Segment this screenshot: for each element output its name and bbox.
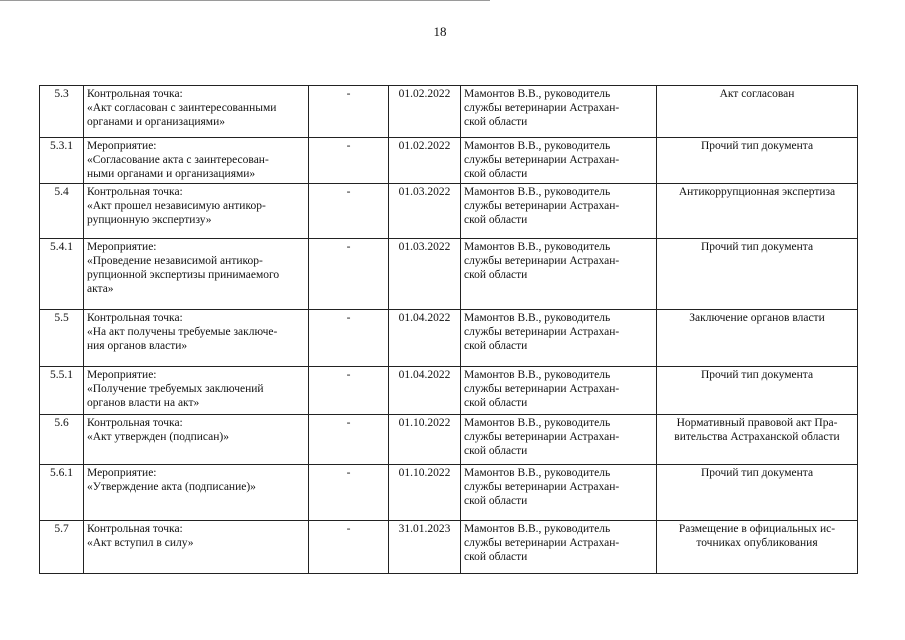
responsible-line: Мамонтов В.В., руководитель bbox=[464, 241, 611, 253]
responsible-cell bbox=[461, 138, 657, 184]
end-date-cell bbox=[389, 184, 461, 239]
document-type-cell bbox=[657, 86, 858, 138]
description-line: Мероприятие: bbox=[87, 467, 157, 479]
end-date-cell bbox=[389, 239, 461, 310]
description-cell bbox=[84, 521, 309, 574]
start-date-dash: - bbox=[346, 241, 351, 253]
item-number: 5.5 bbox=[54, 312, 69, 324]
responsible-line: ской области bbox=[464, 397, 528, 409]
document-type-line: Антикоррупционная экспертиза bbox=[678, 186, 836, 198]
description-line: «Акт согласован с заинтересованными bbox=[87, 102, 277, 114]
start-date-cell bbox=[309, 138, 389, 184]
description-line: ными органами и организациями» bbox=[87, 168, 256, 180]
document-type-line: Нормативный правовой акт Пра- bbox=[676, 417, 838, 429]
responsible-cell bbox=[461, 86, 657, 138]
table-row bbox=[40, 86, 858, 138]
table-row bbox=[40, 367, 858, 415]
description-cell bbox=[84, 367, 309, 415]
document-type-cell bbox=[657, 138, 858, 184]
responsible-line: Мамонтов В.В., руководитель bbox=[464, 467, 611, 479]
description-line: Контрольная точка: bbox=[87, 417, 183, 429]
page-number: 18 bbox=[433, 24, 447, 39]
document-type-cell bbox=[657, 367, 858, 415]
responsible-cell bbox=[461, 184, 657, 239]
description-line: акта» bbox=[87, 283, 114, 295]
responsible-cell bbox=[461, 239, 657, 310]
document-type-cell bbox=[657, 521, 858, 574]
plan-table bbox=[39, 85, 858, 574]
description-line: органами и организациями» bbox=[87, 116, 225, 128]
description-line: рупционной экспертизы принимаемого bbox=[87, 269, 280, 281]
item-number: 5.7 bbox=[54, 523, 69, 535]
document-type-cell bbox=[657, 465, 858, 521]
table-row bbox=[40, 521, 858, 574]
responsible-line: службы ветеринарии Астрахан- bbox=[464, 431, 620, 443]
description-line: «Проведение независимой антикор- bbox=[87, 255, 263, 267]
table-row bbox=[40, 465, 858, 521]
item-number-cell bbox=[40, 86, 84, 138]
description-cell bbox=[84, 239, 309, 310]
plan-table-body bbox=[40, 86, 858, 574]
end-date: 01.10.2022 bbox=[398, 467, 451, 479]
document-type-cell bbox=[657, 310, 858, 367]
end-date: 01.03.2022 bbox=[398, 241, 451, 253]
description-line: Мероприятие: bbox=[87, 241, 157, 253]
responsible-line: ской области bbox=[464, 551, 528, 563]
end-date-cell bbox=[389, 310, 461, 367]
document-type-line: точниках опубликования bbox=[696, 537, 818, 549]
description-cell bbox=[84, 415, 309, 465]
start-date-cell bbox=[309, 239, 389, 310]
responsible-cell bbox=[461, 310, 657, 367]
start-date-dash: - bbox=[346, 140, 351, 152]
responsible-line: ской области bbox=[464, 340, 528, 352]
description-line: Контрольная точка: bbox=[87, 186, 183, 198]
item-number-cell bbox=[40, 415, 84, 465]
responsible-line: ской области bbox=[464, 495, 528, 507]
responsible-line: ской области bbox=[464, 168, 528, 180]
item-number: 5.5.1 bbox=[50, 369, 73, 381]
start-date-dash: - bbox=[346, 417, 351, 429]
description-line: Мероприятие: bbox=[87, 369, 157, 381]
item-number: 5.4 bbox=[54, 186, 69, 198]
end-date-cell bbox=[389, 415, 461, 465]
description-line: «Согласование акта с заинтересован- bbox=[87, 154, 269, 166]
responsible-cell bbox=[461, 521, 657, 574]
item-number-cell bbox=[40, 184, 84, 239]
responsible-line: Мамонтов В.В., руководитель bbox=[464, 312, 611, 324]
responsible-line: Мамонтов В.В., руководитель bbox=[464, 186, 611, 198]
start-date-cell bbox=[309, 521, 389, 574]
item-number-cell bbox=[40, 239, 84, 310]
end-date: 01.04.2022 bbox=[398, 312, 451, 324]
end-date: 01.10.2022 bbox=[398, 417, 451, 429]
item-number: 5.3.1 bbox=[50, 140, 73, 152]
start-date-dash: - bbox=[346, 369, 351, 381]
responsible-line: службы ветеринарии Астрахан- bbox=[464, 537, 620, 549]
document-type-cell bbox=[657, 184, 858, 239]
end-date-cell bbox=[389, 138, 461, 184]
end-date: 01.02.2022 bbox=[398, 140, 451, 152]
document-type-line: Размещение в официальных ис- bbox=[678, 523, 836, 535]
end-date-cell bbox=[389, 521, 461, 574]
item-number-cell bbox=[40, 521, 84, 574]
description-line: ния органов власти» bbox=[87, 340, 188, 352]
item-number: 5.3 bbox=[54, 88, 69, 100]
description-cell bbox=[84, 184, 309, 239]
description-line: Контрольная точка: bbox=[87, 523, 183, 535]
description-line: «Получение требуемых заключений bbox=[87, 383, 264, 395]
table-row bbox=[40, 415, 858, 465]
description-line: Контрольная точка: bbox=[87, 312, 183, 324]
description-cell bbox=[84, 86, 309, 138]
start-date-dash: - bbox=[346, 523, 351, 535]
document-type-line: Прочий тип документа bbox=[700, 241, 814, 253]
responsible-cell bbox=[461, 465, 657, 521]
item-number-cell bbox=[40, 465, 84, 521]
responsible-line: Мамонтов В.В., руководитель bbox=[464, 88, 611, 100]
item-number: 5.6 bbox=[54, 417, 69, 429]
document-type-line: Прочий тип документа bbox=[700, 467, 814, 479]
end-date: 01.02.2022 bbox=[398, 88, 451, 100]
description-line: органов власти на акт» bbox=[87, 397, 200, 409]
responsible-line: ской области bbox=[464, 116, 528, 128]
description-line: «На акт получены требуемые заключе- bbox=[87, 326, 278, 338]
description-cell bbox=[84, 138, 309, 184]
description-line: Мероприятие: bbox=[87, 140, 157, 152]
start-date-dash: - bbox=[346, 312, 351, 324]
document-type-line: Заключение органов власти bbox=[689, 312, 825, 324]
responsible-line: Мамонтов В.В., руководитель bbox=[464, 523, 611, 535]
description-line: «Акт прошел независимую антикор- bbox=[87, 200, 266, 212]
responsible-line: службы ветеринарии Астрахан- bbox=[464, 200, 620, 212]
document-type-line: вительства Астраханской области bbox=[674, 431, 840, 443]
end-date: 01.04.2022 bbox=[398, 369, 451, 381]
responsible-cell bbox=[461, 367, 657, 415]
description-line: «Акт вступил в силу» bbox=[87, 537, 194, 549]
responsible-line: службы ветеринарии Астрахан- bbox=[464, 326, 620, 338]
responsible-line: ской области bbox=[464, 214, 528, 226]
end-date: 31.01.2023 bbox=[398, 523, 451, 535]
description-line: «Акт утвержден (подписан)» bbox=[87, 431, 229, 443]
responsible-line: службы ветеринарии Астрахан- bbox=[464, 154, 620, 166]
description-cell bbox=[84, 310, 309, 367]
start-date-cell bbox=[309, 86, 389, 138]
end-date-cell bbox=[389, 465, 461, 521]
end-date-cell bbox=[389, 367, 461, 415]
start-date-dash: - bbox=[346, 186, 351, 198]
start-date-cell bbox=[309, 367, 389, 415]
start-date-cell bbox=[309, 465, 389, 521]
start-date-cell bbox=[309, 310, 389, 367]
document-type-line: Прочий тип документа bbox=[700, 369, 814, 381]
item-number-cell bbox=[40, 310, 84, 367]
responsible-line: ской области bbox=[464, 269, 528, 281]
start-date-dash: - bbox=[346, 88, 351, 100]
table-row bbox=[40, 138, 858, 184]
item-number-cell bbox=[40, 138, 84, 184]
responsible-line: Мамонтов В.В., руководитель bbox=[464, 417, 611, 429]
description-line: Контрольная точка: bbox=[87, 88, 183, 100]
item-number: 5.6.1 bbox=[50, 467, 73, 479]
table-row bbox=[40, 184, 858, 239]
table-row bbox=[40, 310, 858, 367]
scan-edge-line bbox=[0, 0, 490, 1]
description-cell bbox=[84, 465, 309, 521]
responsible-line: Мамонтов В.В., руководитель bbox=[464, 140, 611, 152]
description-line: рупционную экспертизу» bbox=[87, 214, 212, 226]
document-type-cell bbox=[657, 239, 858, 310]
responsible-line: ской области bbox=[464, 445, 528, 457]
item-number: 5.4.1 bbox=[50, 241, 73, 253]
table-row bbox=[40, 239, 858, 310]
document-type-cell bbox=[657, 415, 858, 465]
description-line: «Утверждение акта (подписание)» bbox=[87, 481, 256, 493]
start-date-cell bbox=[309, 184, 389, 239]
responsible-line: службы ветеринарии Астрахан- bbox=[464, 102, 620, 114]
end-date-cell bbox=[389, 86, 461, 138]
responsible-line: службы ветеринарии Астрахан- bbox=[464, 255, 620, 267]
responsible-line: службы ветеринарии Астрахан- bbox=[464, 383, 620, 395]
responsible-cell bbox=[461, 415, 657, 465]
responsible-line: Мамонтов В.В., руководитель bbox=[464, 369, 611, 381]
item-number-cell bbox=[40, 367, 84, 415]
responsible-line: службы ветеринарии Астрахан- bbox=[464, 481, 620, 493]
start-date-dash: - bbox=[346, 467, 351, 479]
end-date: 01.03.2022 bbox=[398, 186, 451, 198]
document-type-line: Акт согласован bbox=[719, 88, 795, 100]
document-type-line: Прочий тип документа bbox=[700, 140, 814, 152]
start-date-cell bbox=[309, 415, 389, 465]
